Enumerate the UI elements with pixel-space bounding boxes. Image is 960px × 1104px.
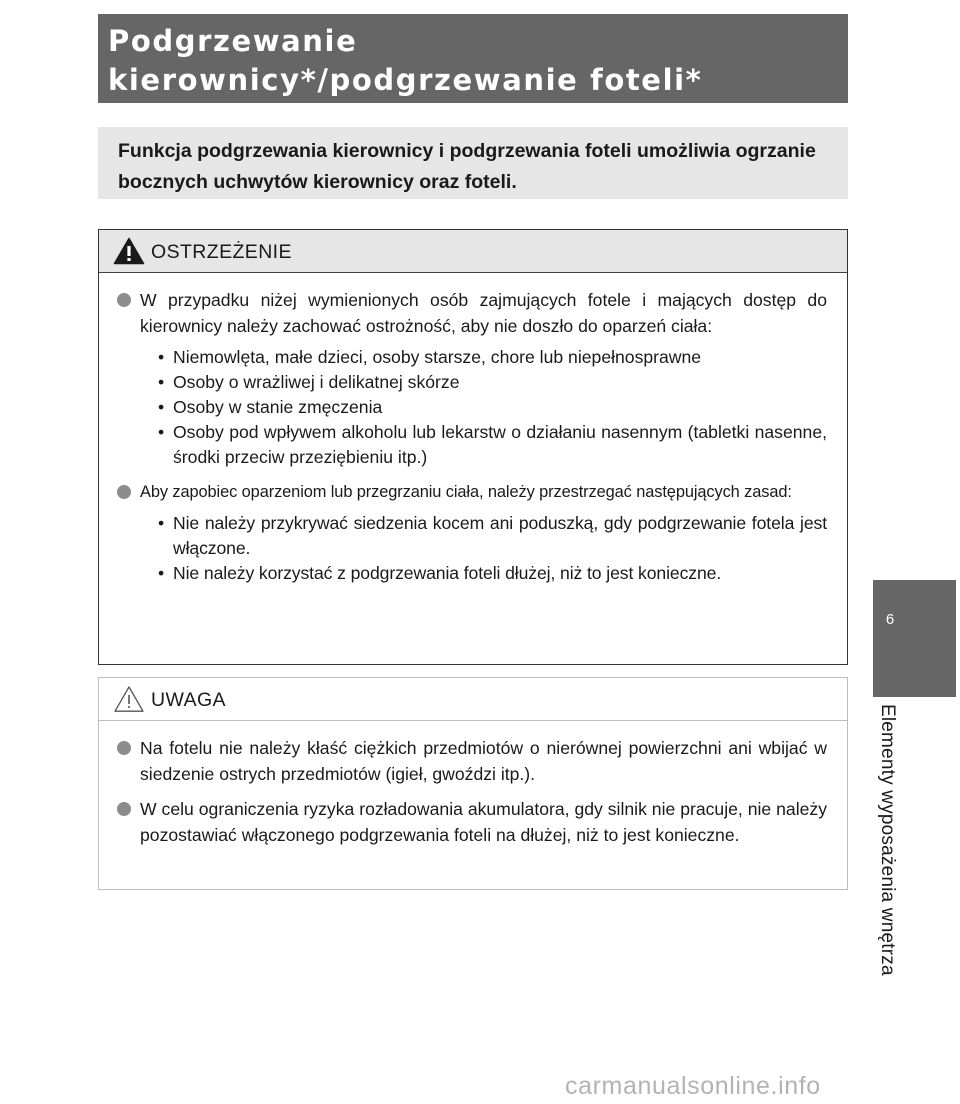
warning-subitem: • Osoby w stanie zmęczenia bbox=[158, 397, 383, 417]
warning-sublist bbox=[140, 511, 827, 586]
bullet-icon bbox=[117, 802, 131, 816]
warning-sublist bbox=[140, 345, 827, 470]
notice-heading: UWAGA bbox=[151, 689, 226, 711]
warning-subitem-text: Osoby o wrażliwej i delikatnej skórze bbox=[173, 372, 460, 392]
warning-subitem: • Nie należy przykrywać siedzenia kocem ani poduszką, gdy podgrzewanie fotela jest włączone. bbox=[158, 513, 827, 558]
bullet-icon bbox=[117, 741, 131, 755]
notice-item bbox=[117, 796, 827, 848]
intro-box bbox=[98, 127, 848, 199]
notice-item-text: Na fotelu nie należy kłaść ciężkich przedmiotów o nierównej powierzchni ani wbijać w siedzenie ostrych przedmiotów (igieł, gwoździ itp.). bbox=[140, 738, 827, 784]
chapter-title: Elementy wyposażenia wnętrza bbox=[877, 704, 898, 976]
warning-subitem-text: Osoby w stanie zmęczenia bbox=[173, 397, 383, 417]
warning-subitem: • Osoby o wrażliwej i delikatnej skórze bbox=[158, 372, 460, 392]
warning-triangle-filled-icon bbox=[113, 237, 145, 265]
warning-item bbox=[117, 287, 827, 470]
warning-item-text: W przypadku niżej wymienionych osób zajmujących fotele i mających dostęp do kierownicy należy zachować ostrożność, aby nie doszło do oparzeń ciała: bbox=[140, 290, 827, 336]
warning-subitem-text: Nie należy przykrywać siedzenia kocem ani poduszką, gdy podgrzewanie fotela jest włączone. bbox=[173, 513, 827, 558]
chapter-tab bbox=[873, 580, 956, 697]
warning-box bbox=[98, 229, 848, 665]
bullet-icon bbox=[117, 485, 131, 499]
page-title-bar bbox=[98, 14, 848, 103]
chapter-number: 6 bbox=[885, 611, 895, 628]
notice-body bbox=[99, 721, 847, 848]
warning-header bbox=[99, 230, 847, 273]
warning-item-text: Aby zapobiec oparzeniom lub przegrzaniu ciała, należy przestrzegać następujących zasad: bbox=[140, 483, 792, 501]
notice-header bbox=[99, 678, 847, 721]
warning-item bbox=[117, 479, 827, 586]
intro-text: Funkcja podgrzewania kierownicy i podgrzewania foteli umożliwia ogrzanie bocznych uchwytów kierownicy oraz foteli. bbox=[118, 140, 816, 193]
warning-subitem: • Nie należy korzystać z podgrzewania foteli dłużej, niż to jest konieczne. bbox=[158, 563, 722, 583]
notice-item-text: W celu ograniczenia ryzyka rozładowania akumulatora, gdy silnik nie pracuje, nie należy pozostawiać włączonego podgrzewania foteli na dłużej, niż to jest konieczne. bbox=[140, 799, 827, 845]
warning-body bbox=[99, 273, 847, 586]
notice-box bbox=[98, 677, 848, 890]
warning-subitem: • Osoby pod wpływem alkoholu lub lekarstw o działaniu nasennym (tabletki nasenne, środki przeciw przeziębieniu itp.) bbox=[158, 422, 827, 467]
warning-subitem: • Niemowlęta, małe dzieci, osoby starsze, chore lub niepełnosprawne bbox=[158, 347, 702, 367]
bullet-icon bbox=[117, 293, 131, 307]
warning-heading: OSTRZEŻENIE bbox=[151, 241, 292, 263]
warning-subitem-text: Niemowlęta, małe dzieci, osoby starsze, chore lub niepełnosprawne bbox=[173, 347, 702, 367]
notice-item bbox=[117, 735, 827, 787]
warning-subitem-text: Osoby pod wpływem alkoholu lub lekarstw o działaniu nasennym (tabletki nasenne, środki przeciw przeziębieniu itp.) bbox=[173, 422, 827, 467]
page-title: Podgrzewanie kierownicy*/podgrzewanie foteli* bbox=[108, 24, 703, 97]
warning-subitem-text: Nie należy korzystać z podgrzewania foteli dłużej, niż to jest konieczne. bbox=[173, 563, 722, 583]
warning-triangle-outline-icon bbox=[113, 685, 145, 713]
watermark: carmanualsonline.info bbox=[565, 1072, 821, 1100]
